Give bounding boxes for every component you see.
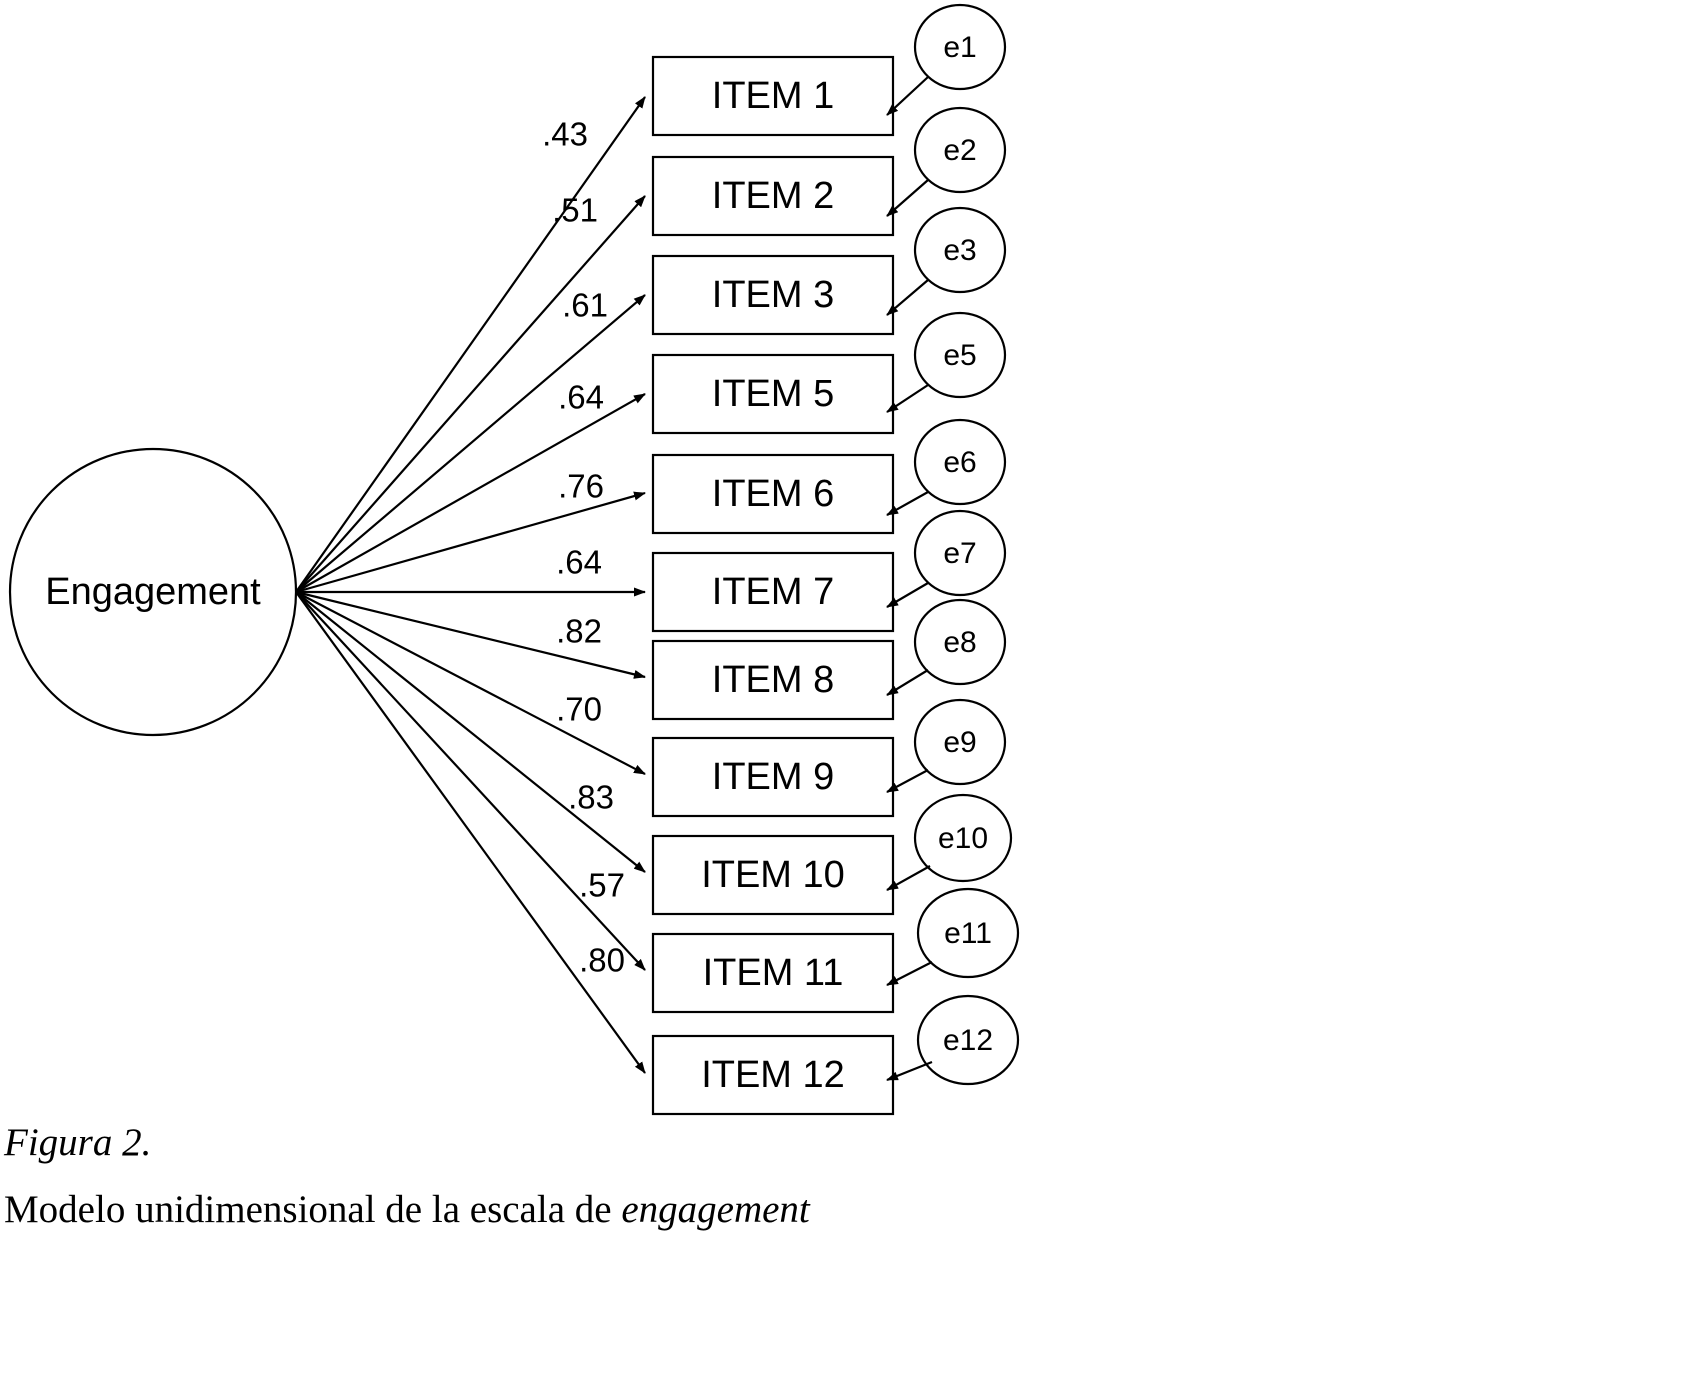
latent-factor-engagement xyxy=(10,449,296,735)
loading-value-6: .64 xyxy=(556,543,602,581)
indicator-label-8: ITEM 9 xyxy=(711,756,835,799)
error-label-7: e8 xyxy=(943,625,977,659)
indicator-label-7: ITEM 8 xyxy=(711,659,835,702)
indicator-label-9: ITEM 10 xyxy=(701,854,845,897)
error-label-1: e1 xyxy=(943,30,977,64)
loading-values xyxy=(542,116,625,979)
error-label-10: e11 xyxy=(944,916,992,950)
loading-value-7: .82 xyxy=(556,612,602,650)
error-label-5: e6 xyxy=(943,445,977,479)
latent-factor-label: Engagement xyxy=(45,571,261,614)
error-label-4: e5 xyxy=(943,338,977,372)
loading-value-3: .61 xyxy=(562,286,608,324)
indicator-label-11: ITEM 12 xyxy=(701,1054,845,1097)
error-label-11: e12 xyxy=(942,1023,994,1057)
indicator-boxes xyxy=(653,57,893,1114)
indicator-label-6: ITEM 7 xyxy=(711,571,835,614)
indicator-label-2: ITEM 2 xyxy=(711,175,835,218)
loading-path-1 xyxy=(296,97,645,592)
loading-value-1: .43 xyxy=(542,115,588,153)
error-label-3: e3 xyxy=(943,233,977,267)
figure-number: Figura 2. xyxy=(4,1121,152,1164)
figure-title-italic: engagement xyxy=(621,1188,810,1231)
loading-value-11: .80 xyxy=(579,941,625,979)
error-terms xyxy=(887,5,1018,1084)
indicator-label-1: ITEM 1 xyxy=(711,75,835,118)
loading-value-8: .70 xyxy=(556,690,602,728)
figure-title-plain: Modelo unidimensional de la escala de xyxy=(4,1188,622,1231)
indicator-label-5: ITEM 6 xyxy=(711,473,835,516)
loading-value-2: .51 xyxy=(552,191,598,229)
figure-caption xyxy=(0,1120,1700,1232)
error-label-9: e10 xyxy=(937,821,989,855)
loading-value-4: .64 xyxy=(558,378,604,416)
error-label-2: e2 xyxy=(943,133,977,167)
loading-value-10: .57 xyxy=(579,866,625,904)
factor-loading-paths xyxy=(296,97,645,1073)
loading-value-9: .83 xyxy=(568,778,614,816)
error-label-8: e9 xyxy=(943,725,977,759)
indicator-label-4: ITEM 5 xyxy=(711,373,835,416)
indicator-label-3: ITEM 3 xyxy=(711,274,835,317)
figure-title xyxy=(4,1187,1700,1232)
error-label-6: e7 xyxy=(943,536,977,570)
indicator-label-10: ITEM 11 xyxy=(702,952,844,995)
loading-value-5: .76 xyxy=(558,467,604,505)
